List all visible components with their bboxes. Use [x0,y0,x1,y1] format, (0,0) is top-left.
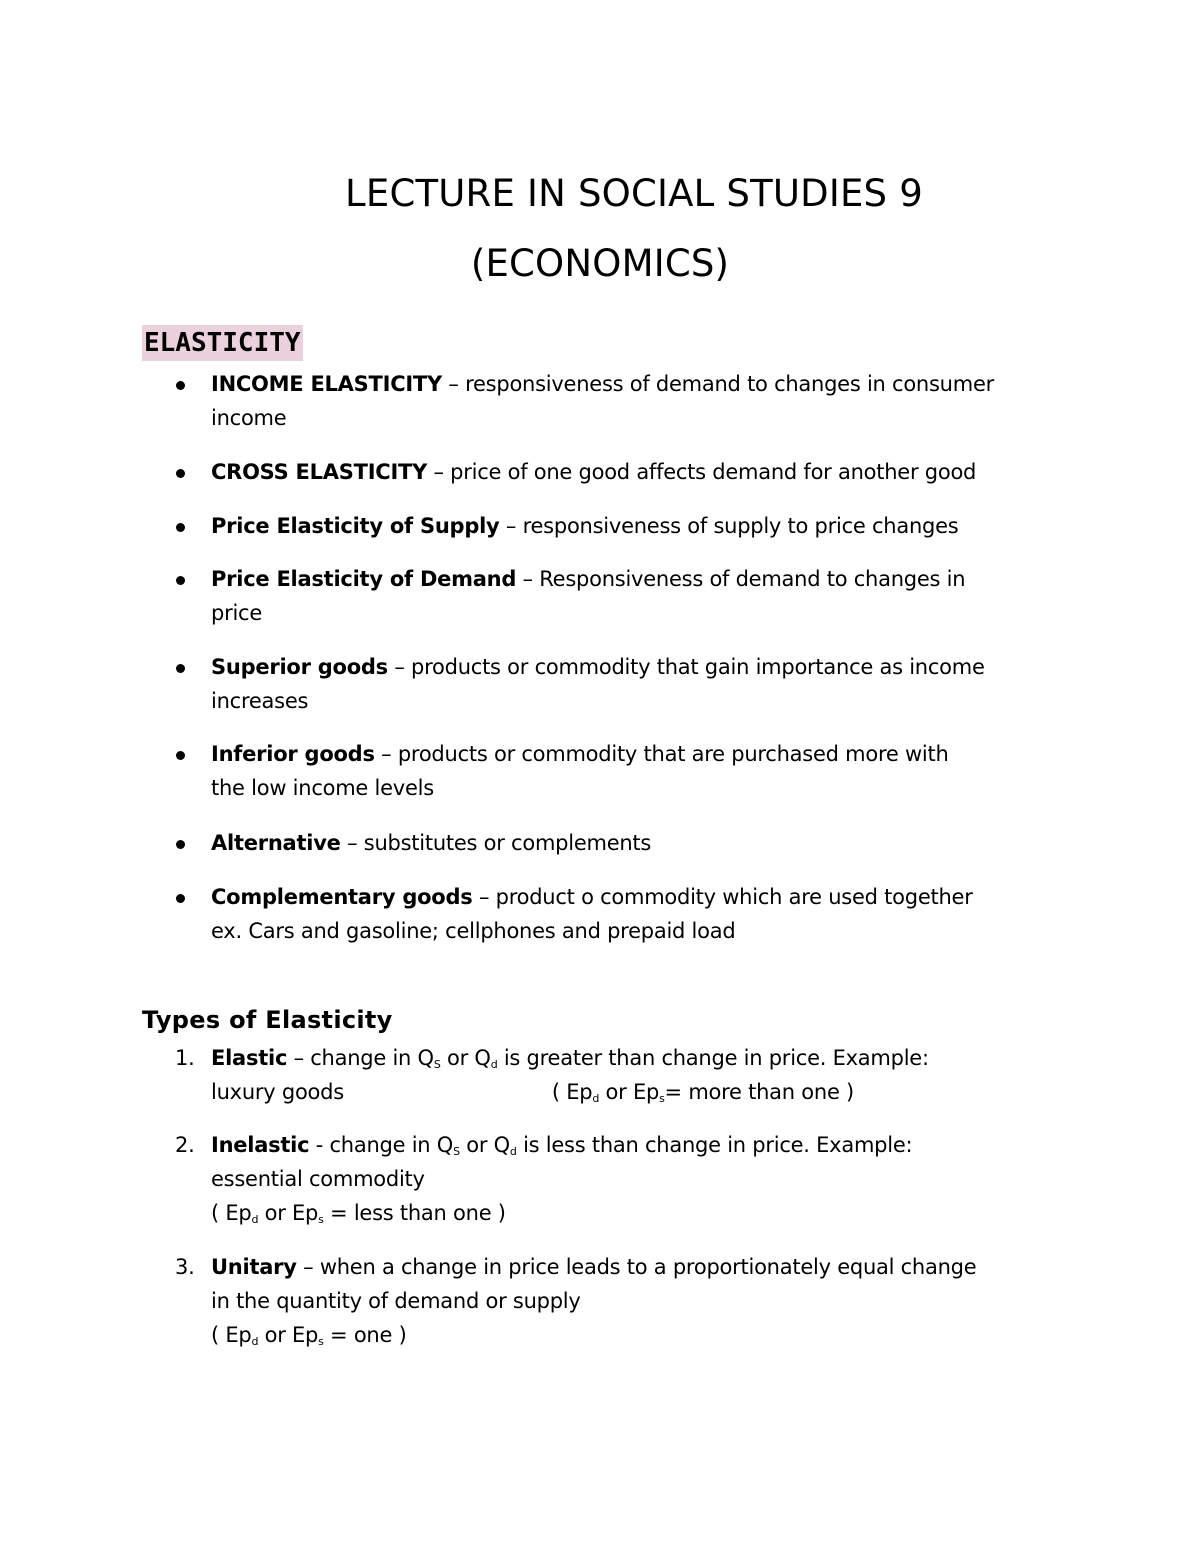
item-definition: price of one good affects demand for another good [450,460,977,484]
list-item [211,367,1071,435]
lecture-title: LECTURE IN SOCIAL STUDIES 9 [345,172,923,215]
item-separator: – [427,460,451,484]
bullet-icon [176,751,185,760]
numbered-item [175,1250,1071,1352]
item-term: Price Elasticity of Demand [211,567,517,591]
example-text: in the quantity of demand or supply [211,1289,581,1313]
formula: ( $Ep_d$ or $Ep_s=$ more than one ) [551,1080,854,1105]
bullet-icon [176,381,185,390]
item-term: Price Elasticity of Supply [211,514,500,538]
item-term: Complementary goods [211,885,473,909]
bullet-icon [176,469,185,478]
subscript: S [453,1145,460,1158]
example-text: luxury goods [211,1080,344,1104]
item-definition: Responsiveness of demand to changes in [539,567,966,591]
example-text: essential commodity [211,1167,425,1191]
item-definition-continued: the low income levels [211,776,434,800]
item-number: 3. [175,1255,195,1279]
item-text: – when a change in price leads to a proportionately equal change [296,1255,977,1279]
item-definition-continued: income [211,406,287,430]
bullet-icon [176,664,185,673]
item-separator: – [374,742,398,766]
bullet-icon [176,894,185,903]
item-number: 2. [175,1133,195,1157]
numbered-item [175,1128,1071,1230]
item-separator: – [441,372,466,396]
item-text: or Q [459,1133,510,1157]
item-term: CROSS ELASTICITY [211,460,428,484]
item-separator: – [472,885,496,909]
item-definition: responsiveness of demand to changes in consumer [465,372,995,396]
subscript: d [490,1058,498,1071]
formula: ( $Ep_d$ or $Ep_s$ = one ) [211,1323,407,1348]
list-item [211,455,1071,489]
item-term: INCOME ELASTICITY [211,372,442,396]
item-term: Superior goods [211,655,388,679]
subscript: S [433,1058,441,1071]
bullet-icon [176,840,185,849]
list-item [211,650,1071,718]
item-definition-continued: increases [211,689,309,713]
item-text: – change in Q [287,1046,434,1070]
item-definition: products or commodity that are purchased more with [397,742,949,766]
item-definition: responsiveness of supply to price changes [522,514,959,538]
item-number: 1. [175,1046,195,1070]
item-term: Alternative [211,831,341,855]
list-item [211,509,1071,543]
numbered-item [175,1041,1071,1109]
item-term: Inelastic [211,1133,310,1157]
item-text: or Q [440,1046,491,1070]
item-text: is less than change in price. Example: [516,1133,913,1157]
list-item [211,737,1071,805]
formula: ( $Ep_d$ or $Ep_s$ = less than one ) [211,1201,506,1226]
item-definition: substitutes or complements [363,831,652,855]
item-term: Inferior goods [211,742,375,766]
item-separator: – [499,514,523,538]
item-definition-continued: price [211,601,263,625]
item-term: Unitary [211,1255,297,1279]
item-definition: products or commodity that gain importance as income [411,655,985,679]
section-heading-types: Types of Elasticity [142,1006,393,1034]
list-item [211,562,1071,630]
item-separator: – [340,831,364,855]
section-heading-elasticity: ELASTICITY [142,325,303,361]
list-item [211,826,1071,860]
item-text: is greater than change in price. Example: [497,1046,929,1070]
list-item [211,880,1071,948]
item-definition-continued: ex. Cars and gasoline; cellphones and prepaid load [211,919,736,943]
subscript: d [509,1145,517,1158]
item-term: Elastic [211,1046,288,1070]
lecture-subtitle: (ECONOMICS) [470,242,730,285]
item-definition: product o commodity which are used together [495,885,973,909]
item-text: - change in Q [309,1133,454,1157]
item-separator: – [516,567,540,591]
item-separator: – [387,655,412,679]
bullet-icon [176,523,185,532]
bullet-icon [176,576,185,585]
